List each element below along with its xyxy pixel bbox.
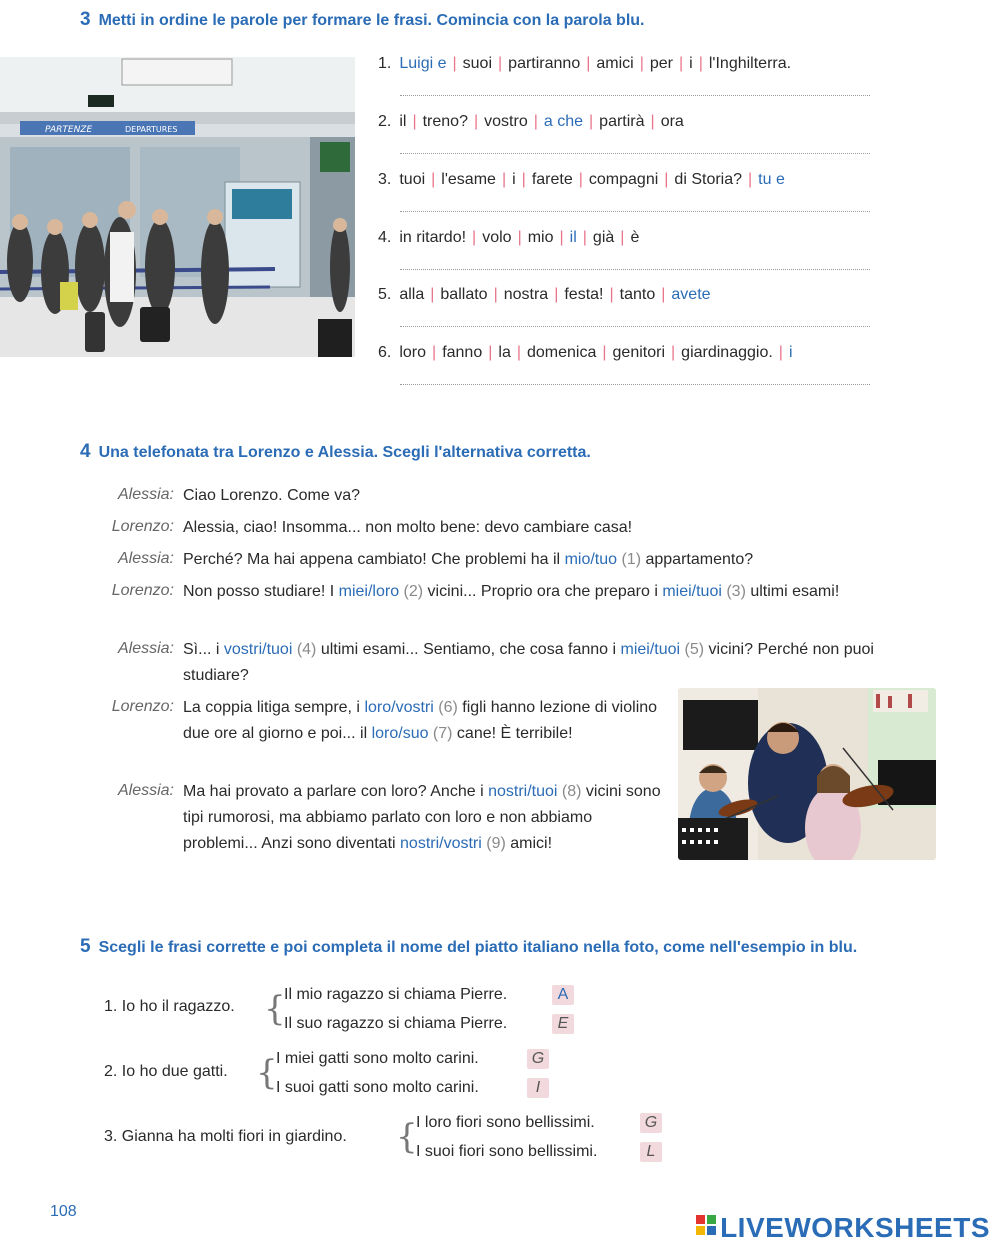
dialogue-line: [183, 637, 903, 689]
word-separator: |: [493, 286, 498, 303]
word-separator: |: [582, 229, 587, 246]
sentence-item: [378, 171, 785, 189]
word-separator: |: [473, 113, 479, 130]
exercise-instruction: Scegli le frasi corrette e poi completa il nome del piatto italiano nella foto, come nell'esempio in blu.: [98, 939, 858, 956]
word: la: [498, 344, 511, 361]
dialogue-line: [183, 483, 883, 509]
speaker-name: Alessia:: [117, 486, 174, 503]
word-separator: |: [679, 55, 684, 72]
start-word: il: [569, 229, 577, 246]
choice-option[interactable]: loro/suo: [371, 725, 429, 742]
answer-option[interactable]: I suoi fiori sono bellissimi.: [416, 1143, 598, 1160]
speaker-name: Alessia:: [117, 782, 174, 799]
answer-option[interactable]: I miei gatti sono molto carini.: [276, 1050, 479, 1067]
word-separator: |: [639, 55, 644, 72]
dialogue-text: ultimi esami... Sentiamo, che cosa fanno i: [316, 641, 621, 658]
word: già: [592, 229, 615, 246]
word: è: [630, 229, 640, 246]
dialogue-text: figli hanno lezione di violino due ore al giorno e poi... il: [183, 699, 658, 742]
word: alla: [399, 286, 425, 303]
word-separator: |: [412, 113, 417, 130]
item-number: 6.: [378, 344, 392, 361]
dialogue-text: vicini sono tipi rumorosi, ma abbiamo parlato con loro e non abbiamo problemi... Anzi sono diventati: [183, 783, 661, 852]
dialogue-line: [183, 515, 883, 541]
word-separator: |: [559, 229, 564, 246]
word: ora: [660, 113, 684, 130]
letter-box: L: [640, 1142, 662, 1162]
word: in ritardo!: [399, 229, 467, 246]
word: ballato: [440, 286, 488, 303]
speaker-name: Alessia:: [117, 640, 174, 657]
word-separator: |: [698, 55, 703, 72]
dialogue-text: vicini... Proprio ora che preparo i: [423, 583, 663, 600]
word: il: [399, 113, 407, 130]
letter-box: A: [552, 985, 574, 1005]
choice-option[interactable]: nostri/tuoi: [488, 783, 558, 800]
word: festa!: [564, 286, 604, 303]
word-separator: |: [664, 171, 669, 188]
item-number: 1.: [378, 55, 392, 72]
dialogue-text: vicini? Perché non puoi studiare?: [183, 641, 874, 684]
word: amici: [596, 55, 634, 72]
answer-option[interactable]: Il mio ragazzo si chiama Pierre.: [284, 986, 508, 1003]
item-number: 3.: [378, 171, 392, 188]
word: tanto: [619, 286, 656, 303]
question-statement: 3. Gianna ha molti fiori in giardino.: [104, 1128, 347, 1145]
choice-number: (6): [433, 699, 458, 716]
choice-option[interactable]: mio/tuo: [564, 551, 618, 568]
violin-lesson-photo: [678, 688, 936, 860]
letter-box: G: [640, 1113, 662, 1133]
word-separator: |: [516, 344, 521, 361]
airport-photo: [0, 57, 355, 357]
liveworksheets-logo-icon: [696, 1213, 718, 1241]
word: loro: [399, 344, 427, 361]
item-number: 5.: [378, 286, 392, 303]
choice-option[interactable]: miei/tuoi: [662, 583, 722, 600]
word-separator: |: [488, 344, 493, 361]
word-separator: |: [778, 344, 783, 361]
word-separator: |: [589, 113, 594, 130]
speaker-name: Alessia:: [117, 550, 174, 567]
brand-name: LIVEWORKSHEETS: [720, 1212, 990, 1243]
page-number: 108: [50, 1203, 77, 1220]
word-separator: |: [452, 55, 457, 72]
word-separator: |: [431, 171, 436, 188]
exercise-number: 5: [80, 936, 91, 957]
exercise-instruction: Metti in ordine le parole per formare le frasi. Comincia con la parola blu.: [98, 12, 645, 29]
word: domenica: [527, 344, 597, 361]
question-statement: 2. Io ho due gatti.: [104, 1063, 228, 1080]
choice-number: (2): [399, 583, 424, 600]
exercise-instruction: Una telefonata tra Lorenzo e Alessia. Scegli l'alternativa corretta.: [98, 444, 591, 461]
choice-option[interactable]: loro/vostri: [364, 699, 434, 716]
word: volo: [482, 229, 512, 246]
dialogue-text: Ciao Lorenzo. Come va?: [183, 487, 360, 504]
word-separator: |: [661, 286, 666, 303]
word-separator: |: [609, 286, 614, 303]
word-separator: |: [578, 171, 583, 188]
word-separator: |: [498, 55, 503, 72]
answer-line[interactable]: [400, 326, 870, 327]
answer-line[interactable]: [400, 153, 870, 154]
dialogue-text: appartamento?: [641, 551, 754, 568]
start-word: a che: [543, 113, 584, 130]
sentence-item: [378, 344, 793, 362]
exercise-number: 3: [80, 9, 91, 30]
dialogue-text: La coppia litiga sempre, i: [183, 699, 365, 716]
choice-number: (9): [481, 835, 506, 852]
word: vostro: [484, 113, 528, 130]
exercise-5-heading: [80, 936, 857, 958]
word: partirà: [599, 113, 645, 130]
start-word: avete: [671, 286, 711, 303]
start-word: Luigi e: [399, 55, 447, 72]
departures-sign-en: DEPARTURES: [125, 125, 178, 134]
answer-line[interactable]: [400, 269, 870, 270]
dialogue-text: Ma hai provato a parlare con loro? Anche i: [183, 783, 489, 800]
departures-sign-it: PARTENZE: [45, 125, 93, 135]
choice-option[interactable]: miei/loro: [338, 583, 400, 600]
word: treno?: [422, 113, 468, 130]
letter-box: G: [527, 1049, 549, 1069]
speaker-name: Lorenzo:: [111, 698, 174, 715]
exercise-4-heading: [80, 441, 591, 463]
word: fanno: [442, 344, 483, 361]
word: nostra: [503, 286, 549, 303]
start-word: tu e: [758, 171, 785, 188]
item-number: 2.: [378, 113, 392, 130]
choice-number: (7): [428, 725, 453, 742]
answer-line[interactable]: [400, 384, 870, 385]
word-separator: |: [748, 171, 753, 188]
dialogue-line: [183, 579, 903, 605]
word: tuoi: [399, 171, 426, 188]
word: di Storia?: [674, 171, 743, 188]
brace-icon: {: [396, 1117, 418, 1157]
word-separator: |: [650, 113, 655, 130]
word: farete: [531, 171, 573, 188]
dialogue-text: Perché? Ma hai appena cambiato! Che problemi ha il: [183, 551, 565, 568]
choice-number: (3): [721, 583, 746, 600]
word: suoi: [462, 55, 493, 72]
word-separator: |: [472, 229, 477, 246]
word-separator: |: [521, 171, 526, 188]
word: giardinaggio.: [681, 344, 773, 361]
dialogue-text: ultimi esami!: [745, 583, 840, 600]
word-separator: |: [671, 344, 676, 361]
dialogue-text: Non posso studiare! I: [183, 583, 339, 600]
sentence-item: [378, 286, 711, 304]
dialogue-line: [183, 779, 668, 857]
word-separator: |: [501, 171, 507, 188]
question-statement: 1. Io ho il ragazzo.: [104, 998, 235, 1015]
brand-logo: [696, 1212, 990, 1244]
word: i: [689, 55, 693, 72]
word: l'esame: [441, 171, 496, 188]
answer-line[interactable]: [400, 95, 870, 96]
word: compagni: [588, 171, 659, 188]
word-separator: |: [602, 344, 607, 361]
word-separator: |: [430, 286, 435, 303]
word-separator: |: [432, 344, 437, 361]
word-separator: |: [586, 55, 591, 72]
answer-line[interactable]: [400, 211, 870, 212]
dialogue-line: [183, 547, 883, 573]
choice-option[interactable]: nostri/vostri: [400, 835, 482, 852]
word: i: [512, 171, 516, 188]
dialogue-text: Alessia, ciao! Insomma... non molto bene: devo cambiare casa!: [183, 519, 633, 536]
word-separator: |: [620, 229, 625, 246]
answer-option[interactable]: I loro fiori sono bellissimi.: [416, 1114, 595, 1131]
speaker-name: Lorenzo:: [111, 518, 174, 535]
word: per: [649, 55, 673, 72]
sentence-item: [378, 55, 791, 73]
dialogue-line: [183, 695, 668, 747]
dialogue-text: amici!: [505, 835, 553, 852]
letter-box: E: [552, 1014, 574, 1034]
word-separator: |: [517, 229, 522, 246]
brace-icon: {: [256, 1053, 278, 1093]
exercise-3-heading: [80, 9, 644, 31]
word-separator: |: [554, 286, 559, 303]
choice-number: (8): [557, 783, 582, 800]
answer-option[interactable]: Il suo ragazzo si chiama Pierre.: [284, 1015, 508, 1032]
word: l'Inghilterra.: [708, 55, 792, 72]
choice-number: (5): [680, 641, 705, 658]
choice-number: (1): [617, 551, 642, 568]
dialogue-text: cane! È terribile!: [452, 725, 573, 742]
word-separator: |: [533, 113, 538, 130]
answer-option[interactable]: I suoi gatti sono molto carini.: [276, 1079, 479, 1096]
choice-option[interactable]: vostri/tuoi: [223, 641, 293, 658]
sentence-item: [378, 113, 684, 131]
word: genitori: [612, 344, 666, 361]
dialogue-text: Sì... i: [183, 641, 224, 658]
brace-icon: {: [264, 989, 286, 1029]
start-word: i: [788, 344, 793, 361]
speaker-name: Lorenzo:: [111, 582, 174, 599]
exercise-number: 4: [80, 441, 91, 462]
item-number: 4.: [378, 229, 392, 246]
letter-box: I: [527, 1078, 549, 1098]
choice-number: (4): [292, 641, 317, 658]
word: partiranno: [508, 55, 581, 72]
word: mio: [527, 229, 554, 246]
sentence-item: [378, 229, 639, 247]
choice-option[interactable]: miei/tuoi: [620, 641, 681, 658]
